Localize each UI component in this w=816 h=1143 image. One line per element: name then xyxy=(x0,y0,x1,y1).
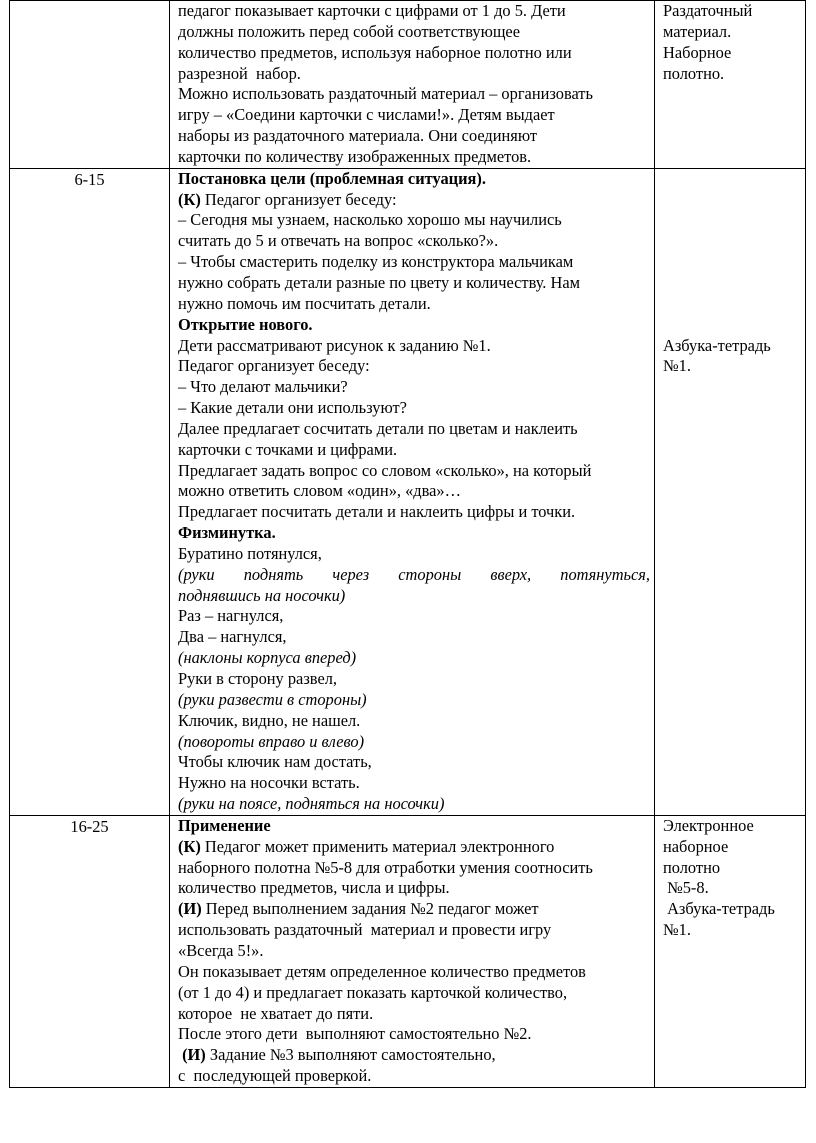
content-line xyxy=(178,878,650,899)
section-heading xyxy=(178,816,650,837)
content-line xyxy=(178,1024,650,1045)
time-cell xyxy=(10,815,170,1087)
content-text: разрезной набор. xyxy=(178,63,301,83)
content-text: Постановка цели (проблемная ситуация). xyxy=(178,168,486,188)
content-text: Дети рассматривают рисунок к заданию №1. xyxy=(178,335,491,355)
lesson-plan-table xyxy=(9,0,806,1088)
content-line xyxy=(178,794,650,815)
material-line xyxy=(663,231,801,252)
material-line: Азбука-тетрадь xyxy=(663,335,771,355)
content-line xyxy=(178,43,650,64)
material-line xyxy=(663,252,801,273)
content-text: Физминутка. xyxy=(178,523,276,543)
content-line xyxy=(178,356,650,377)
content-line xyxy=(178,440,650,461)
content-text: Применение xyxy=(178,815,271,835)
content-text: (наклоны корпуса вперед) xyxy=(178,648,357,668)
content-line xyxy=(178,231,650,252)
content-line xyxy=(178,1066,650,1087)
content-text: (руки на поясе, подняться на носочки) xyxy=(178,794,445,814)
content-text: игру – «Соедини карточки с числами!». Детям выдает xyxy=(178,105,555,125)
content-line xyxy=(178,147,650,168)
content-line xyxy=(178,627,650,648)
content-line xyxy=(178,941,650,962)
content-text: поднявшись на носочки) xyxy=(178,585,346,605)
content-line xyxy=(178,711,650,732)
material-line xyxy=(663,190,801,211)
role-marker: (К) xyxy=(178,189,201,209)
content-text: «Всегда 5!». xyxy=(178,940,264,960)
content-text: количество предметов, используя наборное полотно или xyxy=(178,42,572,62)
content-line xyxy=(178,294,650,315)
content-line xyxy=(178,273,650,294)
content-line xyxy=(178,64,650,85)
content-cell xyxy=(170,168,655,815)
content-text: – Что делают мальчики? xyxy=(178,377,348,397)
content-line xyxy=(178,1,650,22)
content-line xyxy=(178,1004,650,1025)
role-marker: (К) xyxy=(178,836,201,856)
content-line xyxy=(178,565,650,586)
material-line xyxy=(663,273,801,294)
material-line: №5-8. xyxy=(663,878,709,898)
content-line xyxy=(178,398,650,419)
content-text: Чтобы ключик нам достать, xyxy=(178,752,372,772)
content-text: карточки по количеству изображенных предметов. xyxy=(178,146,532,166)
content-text: Можно использовать раздаточный материал – организовать xyxy=(178,84,593,104)
content-line xyxy=(178,1045,650,1066)
materials-cell xyxy=(655,168,806,815)
content-text: педагог показывает карточки с цифрами от 1 до 5. Дети xyxy=(178,1,566,20)
content-line xyxy=(178,544,650,565)
content-line xyxy=(178,22,650,43)
role-marker: (И) xyxy=(178,899,202,919)
content-line xyxy=(178,669,650,690)
content-text: – Какие детали они используют? xyxy=(178,398,407,418)
material-line xyxy=(663,315,801,336)
material-line: наборное xyxy=(663,836,729,856)
table-row xyxy=(10,168,806,815)
content-line xyxy=(178,419,650,440)
material-line: материал. xyxy=(663,21,732,41)
content-text: нужно помочь им посчитать детали. xyxy=(178,293,431,313)
content-text: Далее предлагает сосчитать детали по цветам и наклеить xyxy=(178,418,578,438)
content-line xyxy=(178,502,650,523)
content-text: нужно собрать детали разные по цвету и количеству. Нам xyxy=(178,272,580,292)
section-heading xyxy=(178,315,650,336)
content-line xyxy=(178,983,650,1004)
content-line xyxy=(178,899,650,920)
content-line xyxy=(178,126,650,147)
content-text: с последующей проверкой. xyxy=(178,1066,372,1086)
content-line xyxy=(178,858,650,879)
content-text: Педагог может применить материал электронного xyxy=(200,836,555,856)
content-line xyxy=(178,252,650,273)
content-line xyxy=(178,190,650,211)
content-line xyxy=(178,773,650,794)
material-line: Электронное xyxy=(663,815,754,835)
material-line: полотно xyxy=(663,857,721,877)
time-cell xyxy=(10,1,170,169)
material-line xyxy=(663,169,801,190)
content-text: можно ответить словом «один», «два»… xyxy=(178,481,462,501)
content-text: – Сегодня мы узнаем, насколько хорошо мы научились xyxy=(178,210,562,230)
material-line: №1. xyxy=(663,356,691,376)
time-label: 6-15 xyxy=(74,169,105,189)
material-line: Раздаточный xyxy=(663,1,753,20)
section-heading xyxy=(178,169,650,190)
content-text: которое не хватает до пяти. xyxy=(178,1003,374,1023)
time-cell xyxy=(10,168,170,815)
content-text: – Чтобы смастерить поделку из конструктора мальчикам xyxy=(178,252,574,272)
content-text: наборы из раздаточного материала. Они соединяют xyxy=(178,126,538,146)
content-line xyxy=(178,837,650,858)
content-line xyxy=(178,461,650,482)
role-marker: (И) xyxy=(178,1045,206,1065)
content-text: должны положить перед собой соответствующее xyxy=(178,21,520,41)
materials-cell xyxy=(655,1,806,169)
content-line xyxy=(178,336,650,357)
content-line xyxy=(178,481,650,502)
material-line xyxy=(663,210,801,231)
content-text: Педагог организует беседу: xyxy=(178,356,370,376)
content-text: Руки в сторону развел, xyxy=(178,669,337,688)
content-line xyxy=(178,210,650,231)
content-line xyxy=(178,752,650,773)
time-label: 16-25 xyxy=(70,816,109,836)
content-text: (руки развести в стороны) xyxy=(178,689,367,709)
material-line: Наборное xyxy=(663,42,732,62)
material-line: №1. xyxy=(663,920,691,940)
content-text: наборного полотна №5-8 для отработки умения соотносить xyxy=(178,857,593,877)
content-text: Педагог организует беседу: xyxy=(200,189,397,209)
content-text: количество предметов, числа и цифры. xyxy=(178,878,450,898)
section-heading xyxy=(178,523,650,544)
content-text: Буратино потянулся, xyxy=(178,543,322,563)
content-text: (руки поднять через стороны вверх, потянуться, xyxy=(178,564,650,584)
content-text: Два – нагнулся, xyxy=(178,627,287,647)
content-text: Предлагает задать вопрос со словом «сколько», на который xyxy=(178,460,592,480)
content-line xyxy=(178,586,650,607)
content-line xyxy=(178,377,650,398)
content-text: Перед выполнением задания №2 педагог может xyxy=(201,899,539,919)
content-line xyxy=(178,732,650,753)
content-line xyxy=(178,648,650,669)
content-text: использовать раздаточный материал и провести игру xyxy=(178,920,552,940)
content-line xyxy=(178,606,650,627)
content-text: (от 1 до 4) и предлагает показать карточкой количество, xyxy=(178,982,568,1002)
material-line: Азбука-тетрадь xyxy=(663,899,775,919)
time-label xyxy=(10,1,169,2)
content-line xyxy=(178,84,650,105)
material-line: полотно. xyxy=(663,63,725,83)
content-cell xyxy=(170,815,655,1087)
content-cell xyxy=(170,1,655,169)
content-text: После этого дети выполняют самостоятельно №2. xyxy=(178,1024,532,1044)
content-text: карточки с точками и цифрами. xyxy=(178,439,398,459)
content-text: считать до 5 и отвечать на вопрос «сколько?». xyxy=(178,231,499,251)
content-line xyxy=(178,690,650,711)
content-text: (повороты вправо и влево) xyxy=(178,731,365,751)
table-row xyxy=(10,1,806,169)
materials-cell xyxy=(655,815,806,1087)
content-text: Задание №3 выполняют самостоятельно, xyxy=(205,1045,496,1065)
content-line xyxy=(178,962,650,983)
content-text: Раз – нагнулся, xyxy=(178,606,284,626)
content-text: Предлагает посчитать детали и наклеить цифры и точки. xyxy=(178,502,576,522)
content-text: Он показывает детям определенное количество предметов xyxy=(178,961,586,981)
content-line xyxy=(178,105,650,126)
material-line xyxy=(663,294,801,315)
content-text: Ключик, видно, не нашел. xyxy=(178,710,361,730)
content-text: Открытие нового. xyxy=(178,314,313,334)
table-row xyxy=(10,815,806,1087)
content-line xyxy=(178,920,650,941)
content-text: Нужно на носочки встать. xyxy=(178,773,360,793)
